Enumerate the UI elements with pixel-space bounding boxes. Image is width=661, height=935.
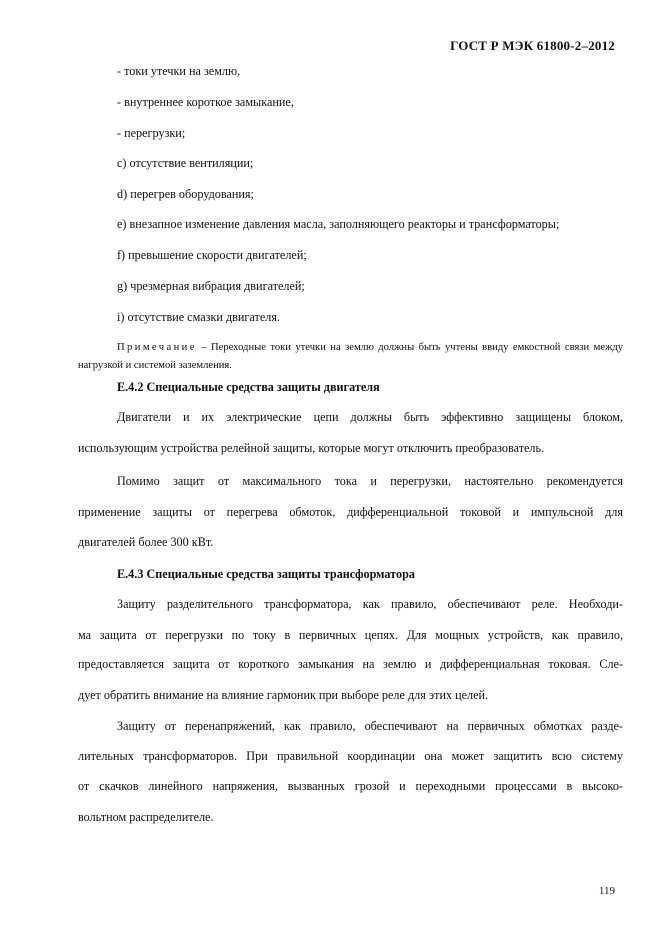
page-number: 119 — [598, 885, 615, 897]
paragraph-line: Помимо защит от максимального тока и перегрузки, настоятельно рекомендуется — [117, 474, 623, 488]
section-heading-e42: Е.4.2 Специальные средства защиты двигателя — [117, 380, 380, 394]
document-header: ГОСТ Р МЭК 61800-2–2012 — [450, 38, 615, 53]
paragraph-line: предоставляется защита от короткого замыкания на землю и дифференциальная токовая. Сле- — [78, 657, 623, 671]
list-item: e) внезапное изменение давления масла, заполняющего реакторы и трансформаторы; — [117, 217, 560, 231]
paragraph-line: использующим устройства релейной защиты, которые могут отключить преобразователь. — [78, 441, 545, 455]
section-heading-e43: Е.4.3 Специальные средства защиты трансформатора — [117, 567, 415, 581]
paragraph-line: Защиту от перенапряжений, как правило, обеспечивают на первичных обмотках разде- — [117, 719, 623, 733]
list-item: f) превышение скорости двигателей; — [117, 248, 307, 262]
list-item: - токи утечки на землю, — [117, 64, 241, 78]
paragraph-line: Двигатели и их электрические цепи должны быть эффективно защищены блоком, — [117, 410, 623, 424]
paragraph-line: от скачков линейного напряжения, вызванных грозой и переходными процессами в высоко- — [78, 779, 623, 793]
note-label: Примечание — [117, 342, 197, 353]
list-item: c) отсутствие вентиляции; — [117, 156, 254, 170]
list-item: - внутреннее короткое замыкание, — [117, 95, 294, 109]
paragraph-line: ма защита от перегрузки по току в первичных цепях. Для мощных устройств, как правило, — [78, 628, 623, 642]
paragraph-line: дует обратить внимание на влияние гармоник при выборе реле для этих целей. — [78, 688, 489, 702]
note — [78, 339, 623, 375]
paragraph-line: применение защиты от перегрева обмоток, дифференциальной токовой и импульсной для — [78, 505, 623, 519]
list-item: - перегрузки; — [117, 126, 186, 140]
list-item: i) отсутствие смазки двигателя. — [117, 310, 280, 324]
list-item: d) перегрев оборудования; — [117, 187, 254, 201]
list-item: g) чрезмерная вибрация двигателей; — [117, 279, 305, 293]
paragraph-line: Защиту разделительного трансформатора, как правило, обеспечивают реле. Необходи- — [117, 597, 623, 611]
paragraph-line: двигателей более 300 кВт. — [78, 535, 214, 549]
paragraph-line: лительных трансформаторов. При правильной координации она может защитить всю систему — [78, 749, 623, 763]
note-text: – Переходные токи утечки на землю должны быть учтены ввиду емкостной связи между нагрузкой и системой заземления. — [78, 342, 623, 371]
paragraph-line: вольтном распределителе. — [78, 810, 214, 824]
